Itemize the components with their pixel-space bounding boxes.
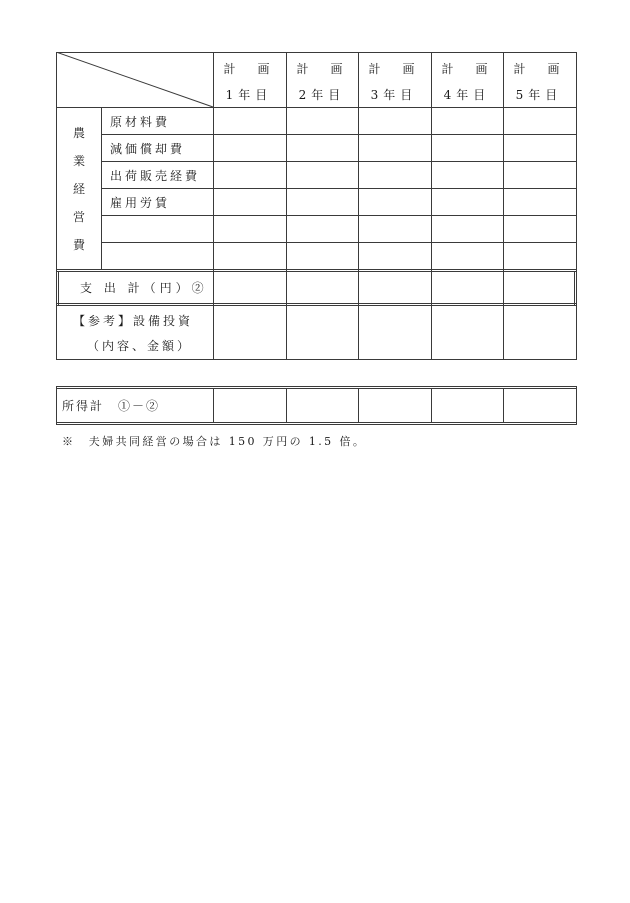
total-top-2 — [56, 271, 577, 272]
income-col-5 — [503, 388, 504, 423]
row-line-1 — [101, 134, 577, 135]
group-char-2: 業 — [73, 154, 86, 168]
income-bottom-2 — [56, 424, 577, 425]
income-top-1 — [56, 386, 577, 387]
col-header-1-top: 計 画 — [223, 62, 275, 76]
total-left-inner — [58, 271, 59, 305]
income-col-1 — [213, 388, 214, 423]
row-line-2 — [101, 161, 577, 162]
income-total-label: 所得計 ①－② — [62, 399, 161, 413]
expense-item-shipping: 出荷販売経費 — [110, 169, 201, 183]
income-right — [576, 386, 577, 425]
group-char-1: 農 — [73, 126, 86, 140]
expense-item-materials: 原材料費 — [110, 115, 171, 129]
group-char-4: 営 — [73, 210, 86, 224]
expense-item-depreciation: 減価償却費 — [110, 142, 186, 156]
row-line-5 — [101, 242, 577, 243]
income-bottom-1 — [56, 422, 577, 423]
total-bottom-2 — [56, 305, 577, 306]
col-header-5-top: 計 画 — [513, 62, 565, 76]
income-col-2 — [286, 388, 287, 423]
col-header-4-top: 計 画 — [441, 62, 493, 76]
col-header-1-bottom: 1年目 — [225, 88, 273, 102]
col-header-3-bottom: 3年目 — [370, 88, 418, 102]
income-top-2 — [56, 388, 577, 389]
table-border-bottom — [56, 359, 577, 360]
group-char-3: 経 — [73, 182, 86, 196]
expense-total-label: 支 出 計（円）② — [80, 281, 208, 295]
expense-item-labor: 雇用労賃 — [110, 196, 171, 210]
reference-sublabel: （内容、金額） — [87, 339, 193, 353]
reference-label: 【参考】設備投資 — [73, 314, 194, 328]
income-left — [56, 386, 57, 425]
row-line-4 — [101, 215, 577, 216]
col-header-2-bottom: 2年目 — [298, 88, 346, 102]
col-header-4-bottom: 4年目 — [443, 88, 491, 102]
row-line-3 — [101, 188, 577, 189]
income-col-3 — [358, 388, 359, 423]
total-bottom-1 — [56, 303, 577, 304]
income-col-4 — [431, 388, 432, 423]
col-header-3-top: 計 画 — [368, 62, 420, 76]
footnote: ※ 夫婦共同経営の場合は 150 万円の 1.5 倍。 — [62, 435, 367, 448]
corner-diagonal — [56, 52, 214, 108]
group-char-5: 費 — [73, 238, 86, 252]
col-header-5-bottom: 5年目 — [515, 88, 563, 102]
col-header-2-top: 計 画 — [296, 62, 348, 76]
total-top-1 — [56, 269, 577, 270]
table-border-right — [576, 52, 577, 360]
total-right-inner — [574, 271, 575, 305]
